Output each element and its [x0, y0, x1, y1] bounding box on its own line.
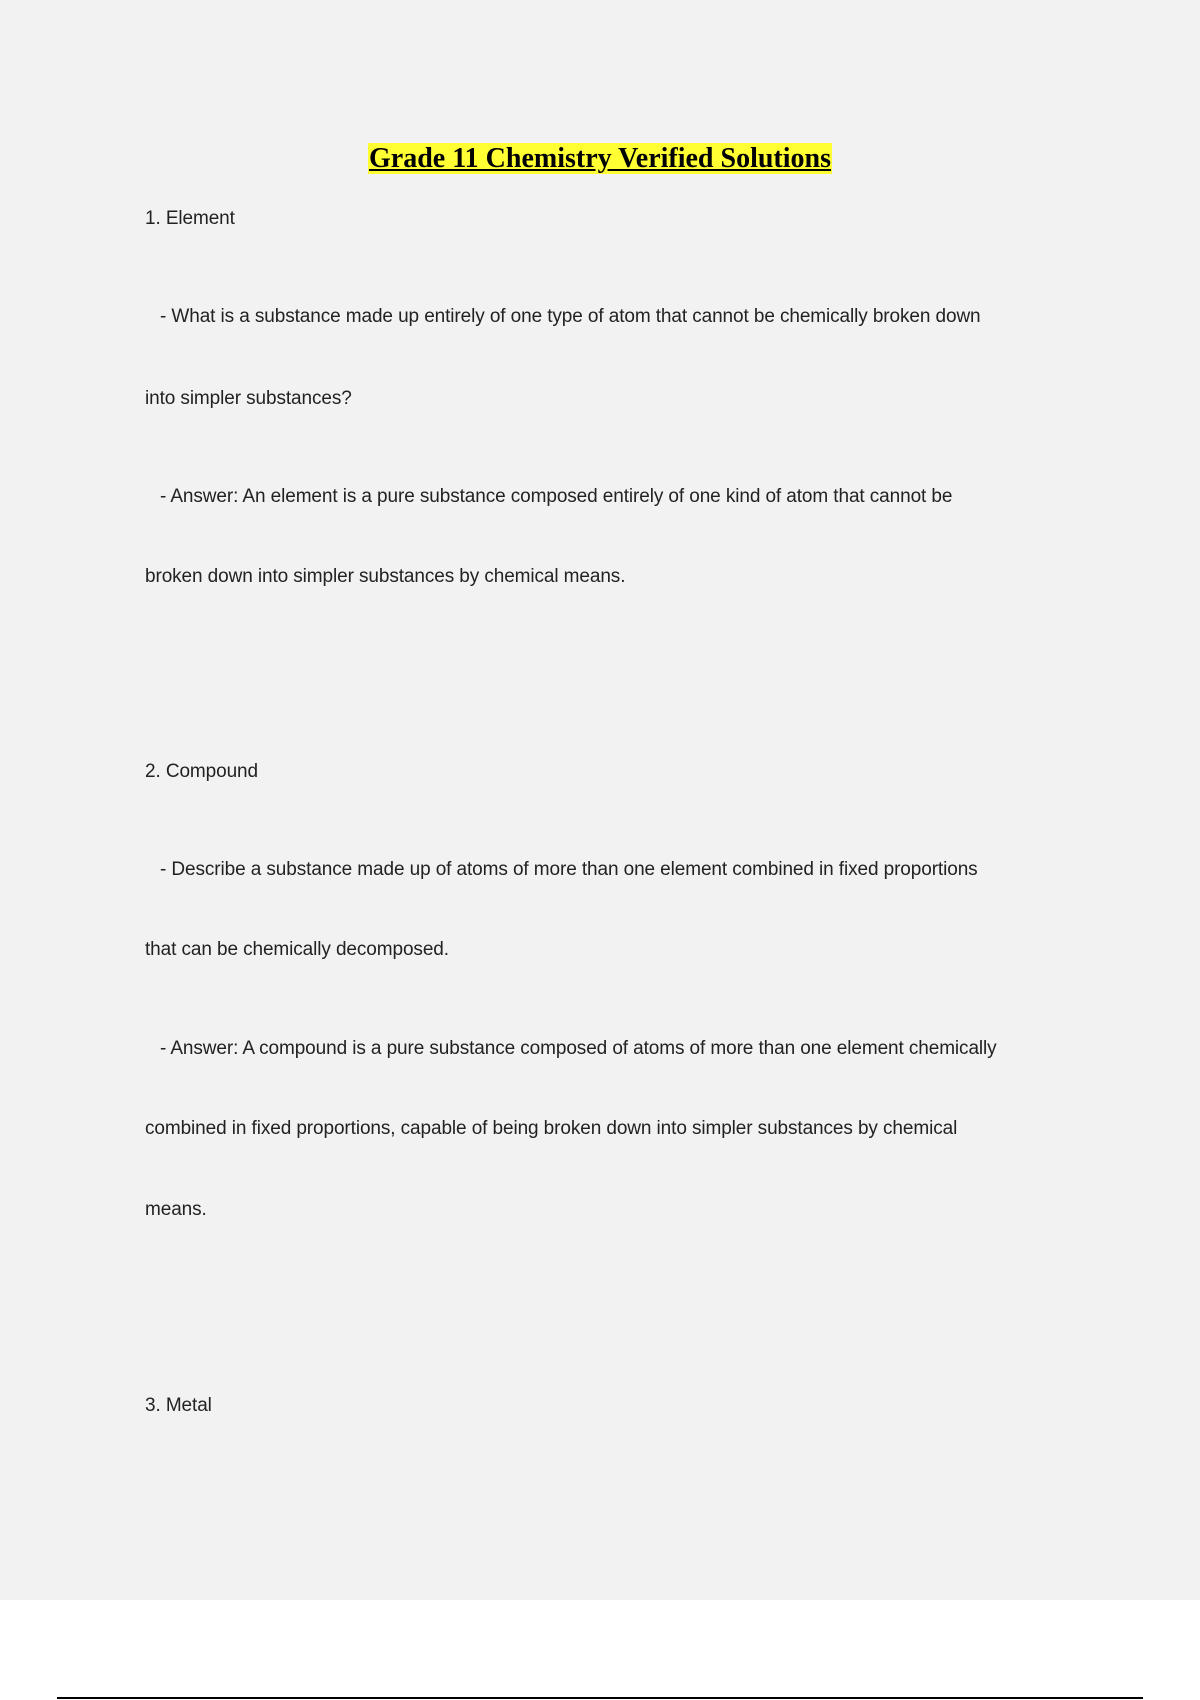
answer-text: - Answer: An element is a pure substance composed entirely of one kind of atom that cannot be [160, 486, 953, 507]
answer-text-continued: combined in fixed proportions, capable of being broken down into simpler substances by chemical [145, 1118, 958, 1139]
question-text-continued: into simpler substances? [145, 388, 352, 409]
answer-text-continued: broken down into simpler substances by chemical means. [145, 566, 626, 587]
document-title: Grade 11 Chemistry Verified Solutions [368, 143, 831, 174]
footer-divider [57, 1697, 1143, 1699]
question-text-continued: that can be chemically decomposed. [145, 939, 449, 960]
answer-text-continued: means. [145, 1199, 207, 1220]
section-heading-metal: 3. Metal [145, 1395, 212, 1416]
question-text: - What is a substance made up entirely of one type of atom that cannot be chemically broken down [160, 306, 981, 327]
section-heading-element: 1. Element [145, 208, 235, 229]
title-container [0, 142, 1200, 176]
answer-text: - Answer: A compound is a pure substance composed of atoms of more than one element chemically [160, 1038, 997, 1059]
section-heading-compound: 2. Compound [145, 761, 258, 782]
question-text: - Describe a substance made up of atoms of more than one element combined in fixed proportions [160, 859, 978, 880]
